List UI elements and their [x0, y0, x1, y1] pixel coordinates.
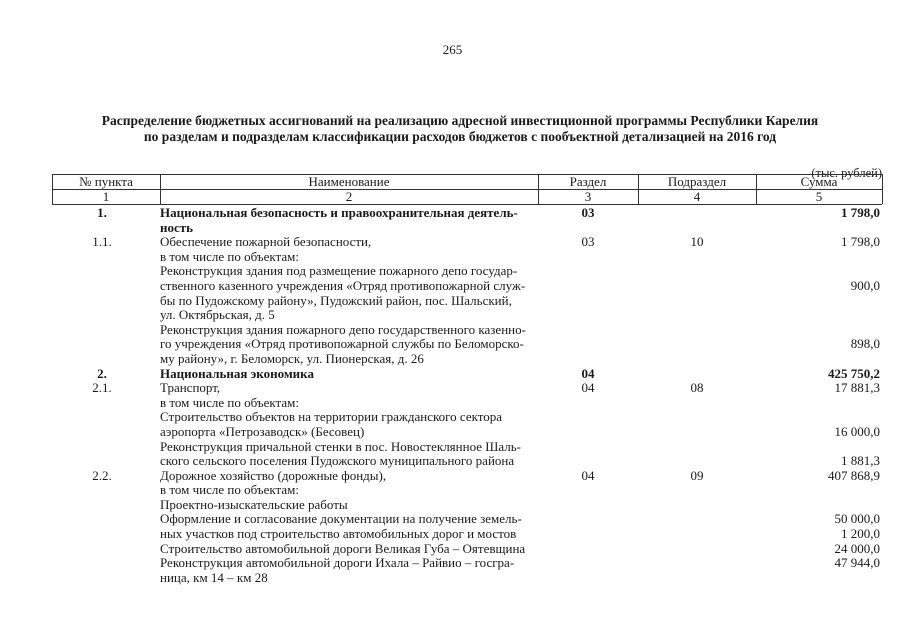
item-name — [160, 381, 540, 410]
table-body — [52, 206, 882, 585]
item-sum: 1 881,3 — [841, 453, 880, 469]
item-name — [160, 498, 540, 513]
item-name-line: аэропорта «Петрозаводск» (Бесовец) — [160, 423, 365, 439]
table-row — [52, 469, 882, 498]
item-name-line: ского сельского поселения Пудожского муниципального района — [160, 453, 515, 469]
item-name — [160, 367, 540, 382]
table-row — [52, 367, 882, 382]
item-name-line: Дорожное хозяйство (дорожные фонды), — [160, 467, 387, 483]
table-row — [52, 556, 882, 585]
header-no: № пункта — [79, 174, 133, 189]
item-sum: 50 000,0 — [834, 511, 880, 527]
header-section: Раздел — [569, 174, 607, 189]
page-number: 265 — [442, 42, 463, 57]
section-code: 03 — [581, 205, 595, 220]
header-name: Наименование — [308, 174, 390, 189]
item-name — [160, 323, 540, 367]
item-name — [160, 512, 540, 541]
item-sum: 17 881,3 — [834, 380, 880, 396]
units-label: (тыс. рублей) — [811, 166, 882, 180]
item-name — [160, 235, 540, 264]
column-number-5: 5 — [815, 189, 823, 204]
table-row — [52, 512, 882, 541]
item-name — [160, 206, 540, 235]
section-code: 03 — [581, 234, 595, 250]
item-name-line: му району», г. Беломорск, ул. Пионерская, д. 26 — [160, 350, 424, 366]
item-name-line: Строительство автомобильной дороги Великая Губа – Оятевщина — [160, 540, 526, 556]
column-number-2: 2 — [345, 189, 353, 204]
item-name-line: Транспорт, — [160, 380, 221, 396]
item-name-line: го учреждения «Отряд противопожарной службы по Беломорско- — [160, 336, 524, 352]
item-name-line: Национальная экономика — [160, 365, 314, 381]
item-name-line: Национальная безопасность и правоохранительная деятель- — [160, 205, 518, 220]
table-row — [52, 206, 882, 235]
title-line-2: по разделам и подразделам классификации расходов бюджетов с пообъектной детализацией на 2016 год — [143, 129, 777, 144]
item-name-line: Обеспечение пожарной безопасности, — [160, 234, 372, 250]
column-number-1: 1 — [102, 189, 110, 204]
item-name — [160, 469, 540, 498]
item-name — [160, 542, 540, 557]
item-name-line: ница, км 14 – км 28 — [160, 569, 268, 585]
item-sum: 407 868,9 — [828, 467, 880, 483]
col-border — [882, 174, 883, 204]
table-row — [52, 235, 882, 264]
section-code: 04 — [581, 467, 595, 483]
table-row — [52, 410, 882, 439]
item-name-line: ность — [160, 219, 194, 235]
item-name-line: в том числе по объектам: — [160, 394, 299, 410]
table-row — [52, 440, 882, 469]
section-code: 04 — [581, 365, 595, 381]
item-sum: 1 798,0 — [841, 205, 880, 220]
item-name-line: Реконструкция здания пожарного депо государственного казенно- — [160, 321, 526, 337]
column-number-3: 3 — [584, 189, 592, 204]
section-code: 04 — [581, 380, 595, 396]
item-name — [160, 556, 540, 585]
header-subsection: Подраздел — [667, 174, 727, 189]
item-name-line: Строительство объектов на территории гражданского сектора — [160, 409, 503, 425]
item-number: 2.1. — [92, 380, 112, 396]
item-name-line: Оформление и согласование документации на получение земель- — [160, 511, 522, 527]
title-line-1: Распределение бюджетных ассигнований на реализацию адресной инвестиционной программы Республики Карелия — [101, 113, 819, 128]
subsection-code: 08 — [690, 380, 704, 396]
item-name-line: в том числе по объектам: — [160, 482, 299, 498]
item-number: 2.2. — [92, 467, 112, 483]
item-number: 2. — [97, 365, 107, 381]
item-name-line: Реконструкция здания под размещение пожарного депо государ- — [160, 263, 518, 279]
subsection-code: 09 — [690, 467, 704, 483]
item-number: 1.1. — [92, 234, 112, 250]
item-name-line: бы по Пудожскому району», Пудожский район, пос. Шальский, — [160, 292, 512, 308]
item-sum: 900,0 — [850, 277, 880, 293]
item-name-line: Реконструкция причальной стенки в пос. Новостеклянное Шаль- — [160, 438, 521, 454]
item-name-line: ул. Октябрьская, д. 5 — [160, 307, 275, 323]
table-row — [52, 381, 882, 410]
item-name — [160, 440, 540, 469]
item-name — [160, 264, 540, 322]
document-title — [60, 113, 860, 145]
item-sum: 24 000,0 — [834, 540, 880, 556]
item-sum: 16 000,0 — [834, 423, 880, 439]
item-sum: 425 750,2 — [828, 365, 880, 381]
table-row — [52, 323, 882, 367]
subsection-code: 10 — [690, 234, 704, 250]
column-number-4: 4 — [693, 189, 701, 204]
item-sum: 1 200,0 — [841, 526, 880, 542]
item-name-line: Проектно-изыскательские работы — [160, 496, 348, 512]
item-name-line: ных участков под строительство автомобильных дорог и мостов — [160, 526, 517, 542]
table-row — [52, 542, 882, 557]
table-row — [52, 264, 882, 322]
item-name-line: в том числе по объектам: — [160, 248, 299, 264]
item-name-line: ственного казенного учреждения «Отряд противопожарной служ- — [160, 277, 526, 293]
item-sum: 47 944,0 — [834, 555, 880, 571]
item-sum: 1 798,0 — [841, 234, 880, 250]
header-sum: Сумма — [800, 174, 838, 189]
item-name — [160, 410, 540, 439]
item-number: 1. — [97, 205, 107, 220]
item-sum: 898,0 — [850, 336, 880, 352]
item-name-line: Реконструкция автомобильной дороги Ихала – Райвио – госгра- — [160, 555, 515, 571]
